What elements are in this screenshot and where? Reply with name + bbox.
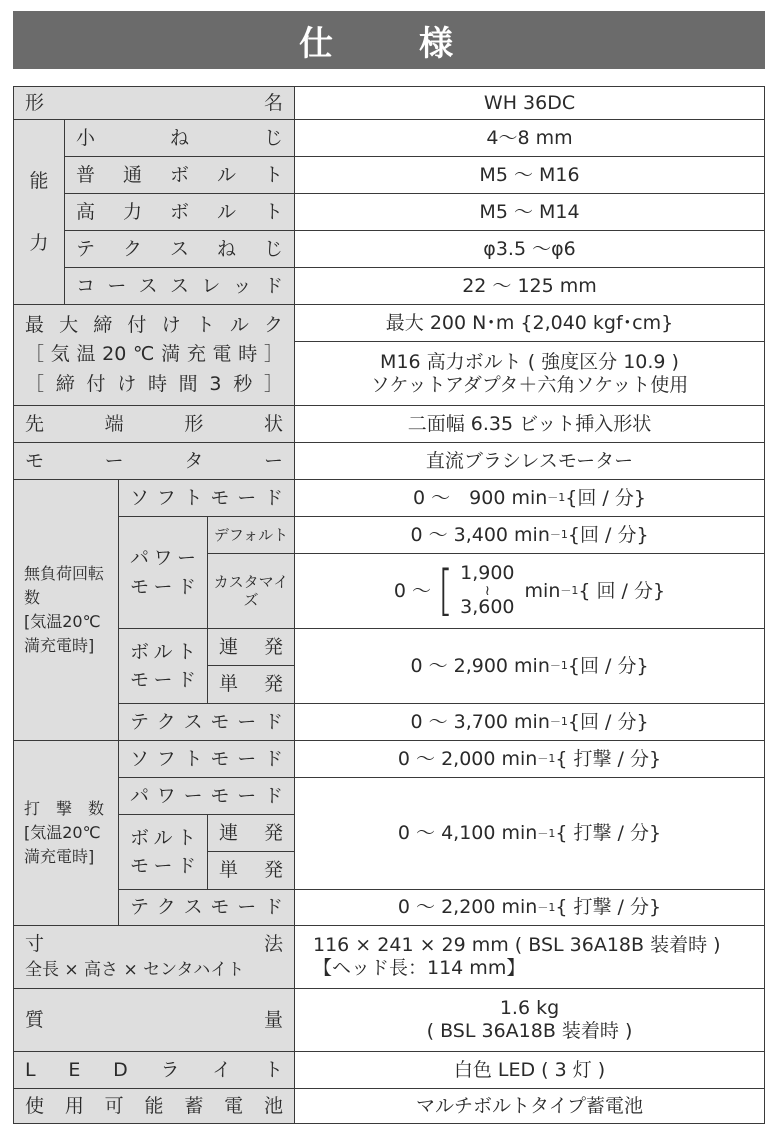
label-char: ソ [130,486,150,509]
group-label-line: 無負荷回転数 [24,564,105,607]
label-char: 締 [55,372,75,395]
label-char: 発 [263,821,283,844]
label-char: モ [210,486,230,509]
label-char: ー [237,896,257,919]
power-mode-label-line-1 [130,544,196,573]
label-char: 時 [238,343,258,366]
label-char: 質 [25,1008,45,1031]
label-char: 気 [50,343,70,366]
label-char: 付 [86,372,106,395]
label-char: モ [210,896,230,919]
label-char: パ [130,784,150,807]
label-char: 発 [263,859,283,882]
label-char: ］ [263,372,283,395]
torque-label-line-1 [25,311,283,340]
speed-unit: { 回 / 分} [578,579,666,602]
no-load-tek-mode-label [118,703,295,741]
model-label [13,86,295,120]
label-char: ト [183,747,203,770]
impact-power-mode-label [118,777,295,815]
capacity-tek-screw-label [64,230,295,268]
label-char: ド [263,896,283,919]
spec-table [13,86,765,1124]
bolt-mode-label-line-1 [130,638,196,667]
capacity-high-strength-bolt-value: M5 ～ M14 [294,193,765,231]
bolt-mode-label-line-2 [130,852,196,881]
no-load-soft-mode-value [294,479,765,517]
speed-value: 0 ～ 3,700 min [410,710,550,733]
label-char: ク [122,237,142,260]
label-char: モ [130,855,150,877]
label-char: ー [104,449,124,472]
dimensions-label [13,925,295,989]
label-char: 使 [25,1094,45,1117]
label-char: モ [210,784,230,807]
superscript: －1 [537,752,556,766]
label-char: テ [130,896,150,919]
label-char: ね [169,126,189,149]
led-light-value: 白色 LED ( 3 灯 ) [294,1051,765,1089]
speed-unit: {回 / 分} [567,710,649,733]
label-char: 端 [104,412,124,435]
impact-continuous-label [207,814,295,852]
capacity-coarse-thread-value: 22 ～ 125 mm [294,267,765,305]
label-char: ワ [153,547,173,569]
label-char: モ [210,710,230,733]
label-char: ー [237,710,257,733]
capacity-ordinary-bolt-label [64,156,295,194]
label-char: 力 [29,231,49,254]
no-load-single-label [207,665,295,704]
max-torque-value: 最大 200 N･m {2,040 kgf･cm} [294,304,765,342]
customize-range [393,559,666,622]
bolt-mode-label-line-2 [130,666,196,695]
label-char: 連 [219,821,239,844]
label-char: レ [201,274,221,297]
no-load-tek-mode-value [294,703,765,741]
range-tilde: ≀ [484,582,490,599]
mass-line-1: 1.6 kg [499,997,560,1020]
impact-unit: { 打撃 / 分} [555,896,662,919]
range-bottom: 3,600 [460,596,515,619]
motor-label [13,442,295,480]
label-char: ル [153,640,173,663]
range-stack [460,561,515,619]
mass-label [13,988,295,1052]
label-char: ボ [130,640,150,663]
label-char: モ [210,747,230,770]
label-char: ス [183,710,203,733]
superscript: －1 [547,491,566,505]
label-char: ド [263,486,283,509]
impact-value: 0 ～ 4,100 min [397,822,538,845]
group-label-line: 打 撃 数 [24,799,105,818]
speed-value: 0 ～ 900 min [413,486,548,509]
group-label-line: [気温20℃ [24,823,101,842]
label-char: ド [263,747,283,770]
label-char: フ [156,747,176,770]
torque-condition-value [294,341,765,406]
capacity-ordinary-bolt-value: M5 ～ M16 [294,156,765,194]
tip-shape-value: 二面幅 6.35 ビット挿入形状 [294,405,765,443]
label-char: ー [183,784,203,807]
no-load-customize-value [294,553,765,629]
speed-unit: {回 / 分} [567,654,649,677]
label-char: 時 [147,372,167,395]
label-char: 可 [104,1094,124,1117]
label-char: ［ [25,372,45,395]
label-char: ト [263,163,283,186]
label-char: ー [153,575,173,598]
label-char: 蓄 [184,1094,204,1117]
label-char: ッ [232,274,252,297]
superscript: －1 [549,528,568,542]
label-char: フ [156,486,176,509]
max-torque-label [13,304,295,406]
label-char: ド [176,855,196,877]
label-char: 充 [186,343,206,366]
label-char: 法 [263,932,283,955]
label-char: ー [153,855,173,877]
battery-value: マルチボルトタイプ蓄電池 [294,1088,765,1124]
label-char: ー [237,784,257,807]
label-char: ク [156,896,176,919]
label-char: ボ [169,163,189,186]
led-light-label [13,1051,295,1089]
capacity-small-screw-label [64,119,295,157]
label-char: 高 [76,200,96,223]
impact-soft-mode-value [294,740,765,778]
label-char: 連 [219,635,239,658]
label-char: 単 [219,673,239,696]
superscript: －1 [549,659,568,673]
label-char: 電 [212,343,232,366]
label-char: ボ [130,826,150,849]
label-char: 能 [29,169,49,192]
label-char: ね [216,237,236,260]
speed-value: min [524,579,561,602]
impact-bolt-mode-label [118,814,208,890]
label-char: モ [25,449,45,472]
label-char: ル [229,313,249,336]
label-char: 付 [127,313,147,336]
label-char: ル [153,826,173,849]
label-char: 形 [25,91,45,114]
label-char: 温 [76,343,96,366]
impact-unit: { 打撃 / 分} [555,747,662,770]
battery-label [13,1088,295,1124]
label-char: 通 [122,163,142,186]
superscript: －1 [549,715,568,729]
label-char: ド [263,710,283,733]
impact-rate-group-label [13,740,119,926]
label-char: ト [183,486,203,509]
mass-value [294,988,765,1052]
label-char: 満 [161,343,181,366]
speed-value: 0 ～ 3,400 min [410,523,550,546]
label-char: パ [130,547,150,569]
speed-unit: {回 / 分} [565,486,646,509]
label-char: ス [183,896,203,919]
label-char: 池 [263,1094,283,1117]
label-char: ［ [25,343,45,366]
label-char: ソ [130,747,150,770]
label-char: ト [195,313,215,336]
group-label-line: 満充電時] [24,847,95,866]
group-label-line: 満充電時] [24,636,95,655]
label-char: ー [107,274,127,297]
label-char: タ [184,449,204,472]
torque-label-line-2 [25,340,283,369]
impact-unit: { 打撃 / 分} [555,822,662,845]
label-char: ー [176,547,196,569]
label-char: 大 [59,313,79,336]
label-char: ワ [156,784,176,807]
label-char: D [113,1058,128,1081]
label-char: ボ [169,200,189,223]
label-char: 小 [76,126,96,149]
label-char: 電 [224,1094,244,1117]
label-char: ー [237,486,257,509]
label-char: ド [176,669,196,691]
no-load-power-mode-label [118,516,208,629]
superscript: －1 [537,900,556,914]
label-char: じ [263,126,283,149]
label-char: ス [169,237,189,260]
speed-value: 0 ～ 2,900 min [410,654,550,677]
label-char: テ [76,237,96,260]
bolt-mode-label-line-1 [130,824,196,853]
label-char: 能 [144,1094,164,1117]
capacity-tek-screw-value: φ3.5 ～φ6 [294,230,765,268]
dimensions-label-line-1 [25,931,283,959]
dimensions-sub-label: 全長 × 高さ × センタハイト [25,960,245,981]
label-char: ー [153,669,173,691]
page-title: 仕 様 [299,23,479,64]
label-char: L [25,1058,36,1081]
torque-label-line-3 [25,370,283,399]
label-char: ト [176,826,196,849]
label-char: ク [263,313,283,336]
label-char: 状 [263,412,283,435]
left-bracket-icon: [ [438,559,453,622]
no-load-default-value [294,516,765,554]
label-char: コ [76,274,96,297]
label-char: 最 [25,313,45,336]
no-load-continuous-label [207,628,295,666]
label-char: ル [216,200,236,223]
label-char: モ [130,669,150,691]
label-char: ℃ [133,343,155,366]
impact-tek-mode-label [118,889,295,926]
label-char: 締 [93,313,113,336]
label-char: ル [216,163,236,186]
impact-tek-mode-value [294,889,765,926]
label-char: 量 [263,1008,283,1031]
label-char: ス [169,274,189,297]
no-load-default-label: デフォルト [207,516,295,554]
label-char: 名 [263,91,283,114]
motor-value: 直流ブラシレスモーター [294,442,765,480]
label-char: ト [176,640,196,663]
label-char: 寸 [25,932,45,955]
model-value: WH 36DC [294,86,765,120]
label-char: ト [263,200,283,223]
capacity-high-strength-bolt-label [64,193,295,231]
label-char: け [161,313,181,336]
label-char: 単 [219,859,239,882]
label-char: ド [176,575,196,598]
label-char: E [68,1058,81,1081]
label-char: 秒 [233,372,253,395]
label-char: じ [263,237,283,260]
speed-unit: {回 / 分} [567,523,649,546]
label-char: ー [237,747,257,770]
label-char: イ [212,1058,232,1081]
no-load-speed-group-label [13,479,119,741]
label-char: 用 [64,1094,84,1117]
no-load-soft-mode-label [118,479,295,517]
superscript: －1 [560,584,579,598]
label-char: テ [130,710,150,733]
label-char: 力 [122,200,142,223]
torque-condition-line-1: M16 高力ボルト ( 強度区分 10.9 ) [380,350,679,373]
label-char: 発 [263,635,283,658]
range-top: 1,900 [460,561,515,584]
no-load-bolt-mode-label [118,628,208,704]
impact-power-bolt-value [294,777,765,890]
label-char: 先 [25,412,45,435]
label-char: ー [263,449,283,472]
power-mode-label-line-2 [130,573,196,602]
label-char: モ [130,575,150,598]
impact-single-label [207,851,295,890]
mass-line-2: ( BSL 36A18B 装着時 ) [426,1020,633,1042]
torque-condition-line-2: ソケットアダプタ＋六角ソケット使用 [370,373,689,396]
capacity-group-label [13,119,65,305]
label-char: ス [138,274,158,297]
group-label-line: [気温20℃ [24,612,101,631]
label-char: 普 [76,163,96,186]
dimensions-line-2: 【ヘッド長：114 mm】 [313,957,526,979]
impact-soft-mode-label [118,740,295,778]
range-prefix: 0 ～ [393,579,432,602]
label-char: ラ [160,1058,180,1081]
label-char: ］ [263,343,283,366]
dimensions-value [294,925,765,989]
label-char: 20 [102,343,127,366]
no-load-customize-label: カスタマイズ [207,553,295,629]
tip-shape-label [13,405,295,443]
no-load-bolt-mode-value [294,628,765,704]
label-char: ト [263,1058,283,1081]
impact-value: 0 ～ 2,000 min [397,747,538,770]
label-char: ド [263,274,283,297]
label-char: 3 [209,372,222,395]
label-char: 形 [184,412,204,435]
spec-title-banner [13,11,765,69]
superscript: －1 [537,826,556,840]
dimensions-line-1: 116 × 241 × 29 mm ( BSL 36A18B 装着時 ) [313,934,721,957]
label-char: ド [263,784,283,807]
label-char: け [117,372,137,395]
capacity-small-screw-value: 4～8 mm [294,119,765,157]
label-char: 発 [263,673,283,696]
impact-value: 0 ～ 2,200 min [397,896,538,919]
label-char: ク [156,710,176,733]
label-char: 間 [178,372,198,395]
capacity-coarse-thread-label [64,267,295,305]
